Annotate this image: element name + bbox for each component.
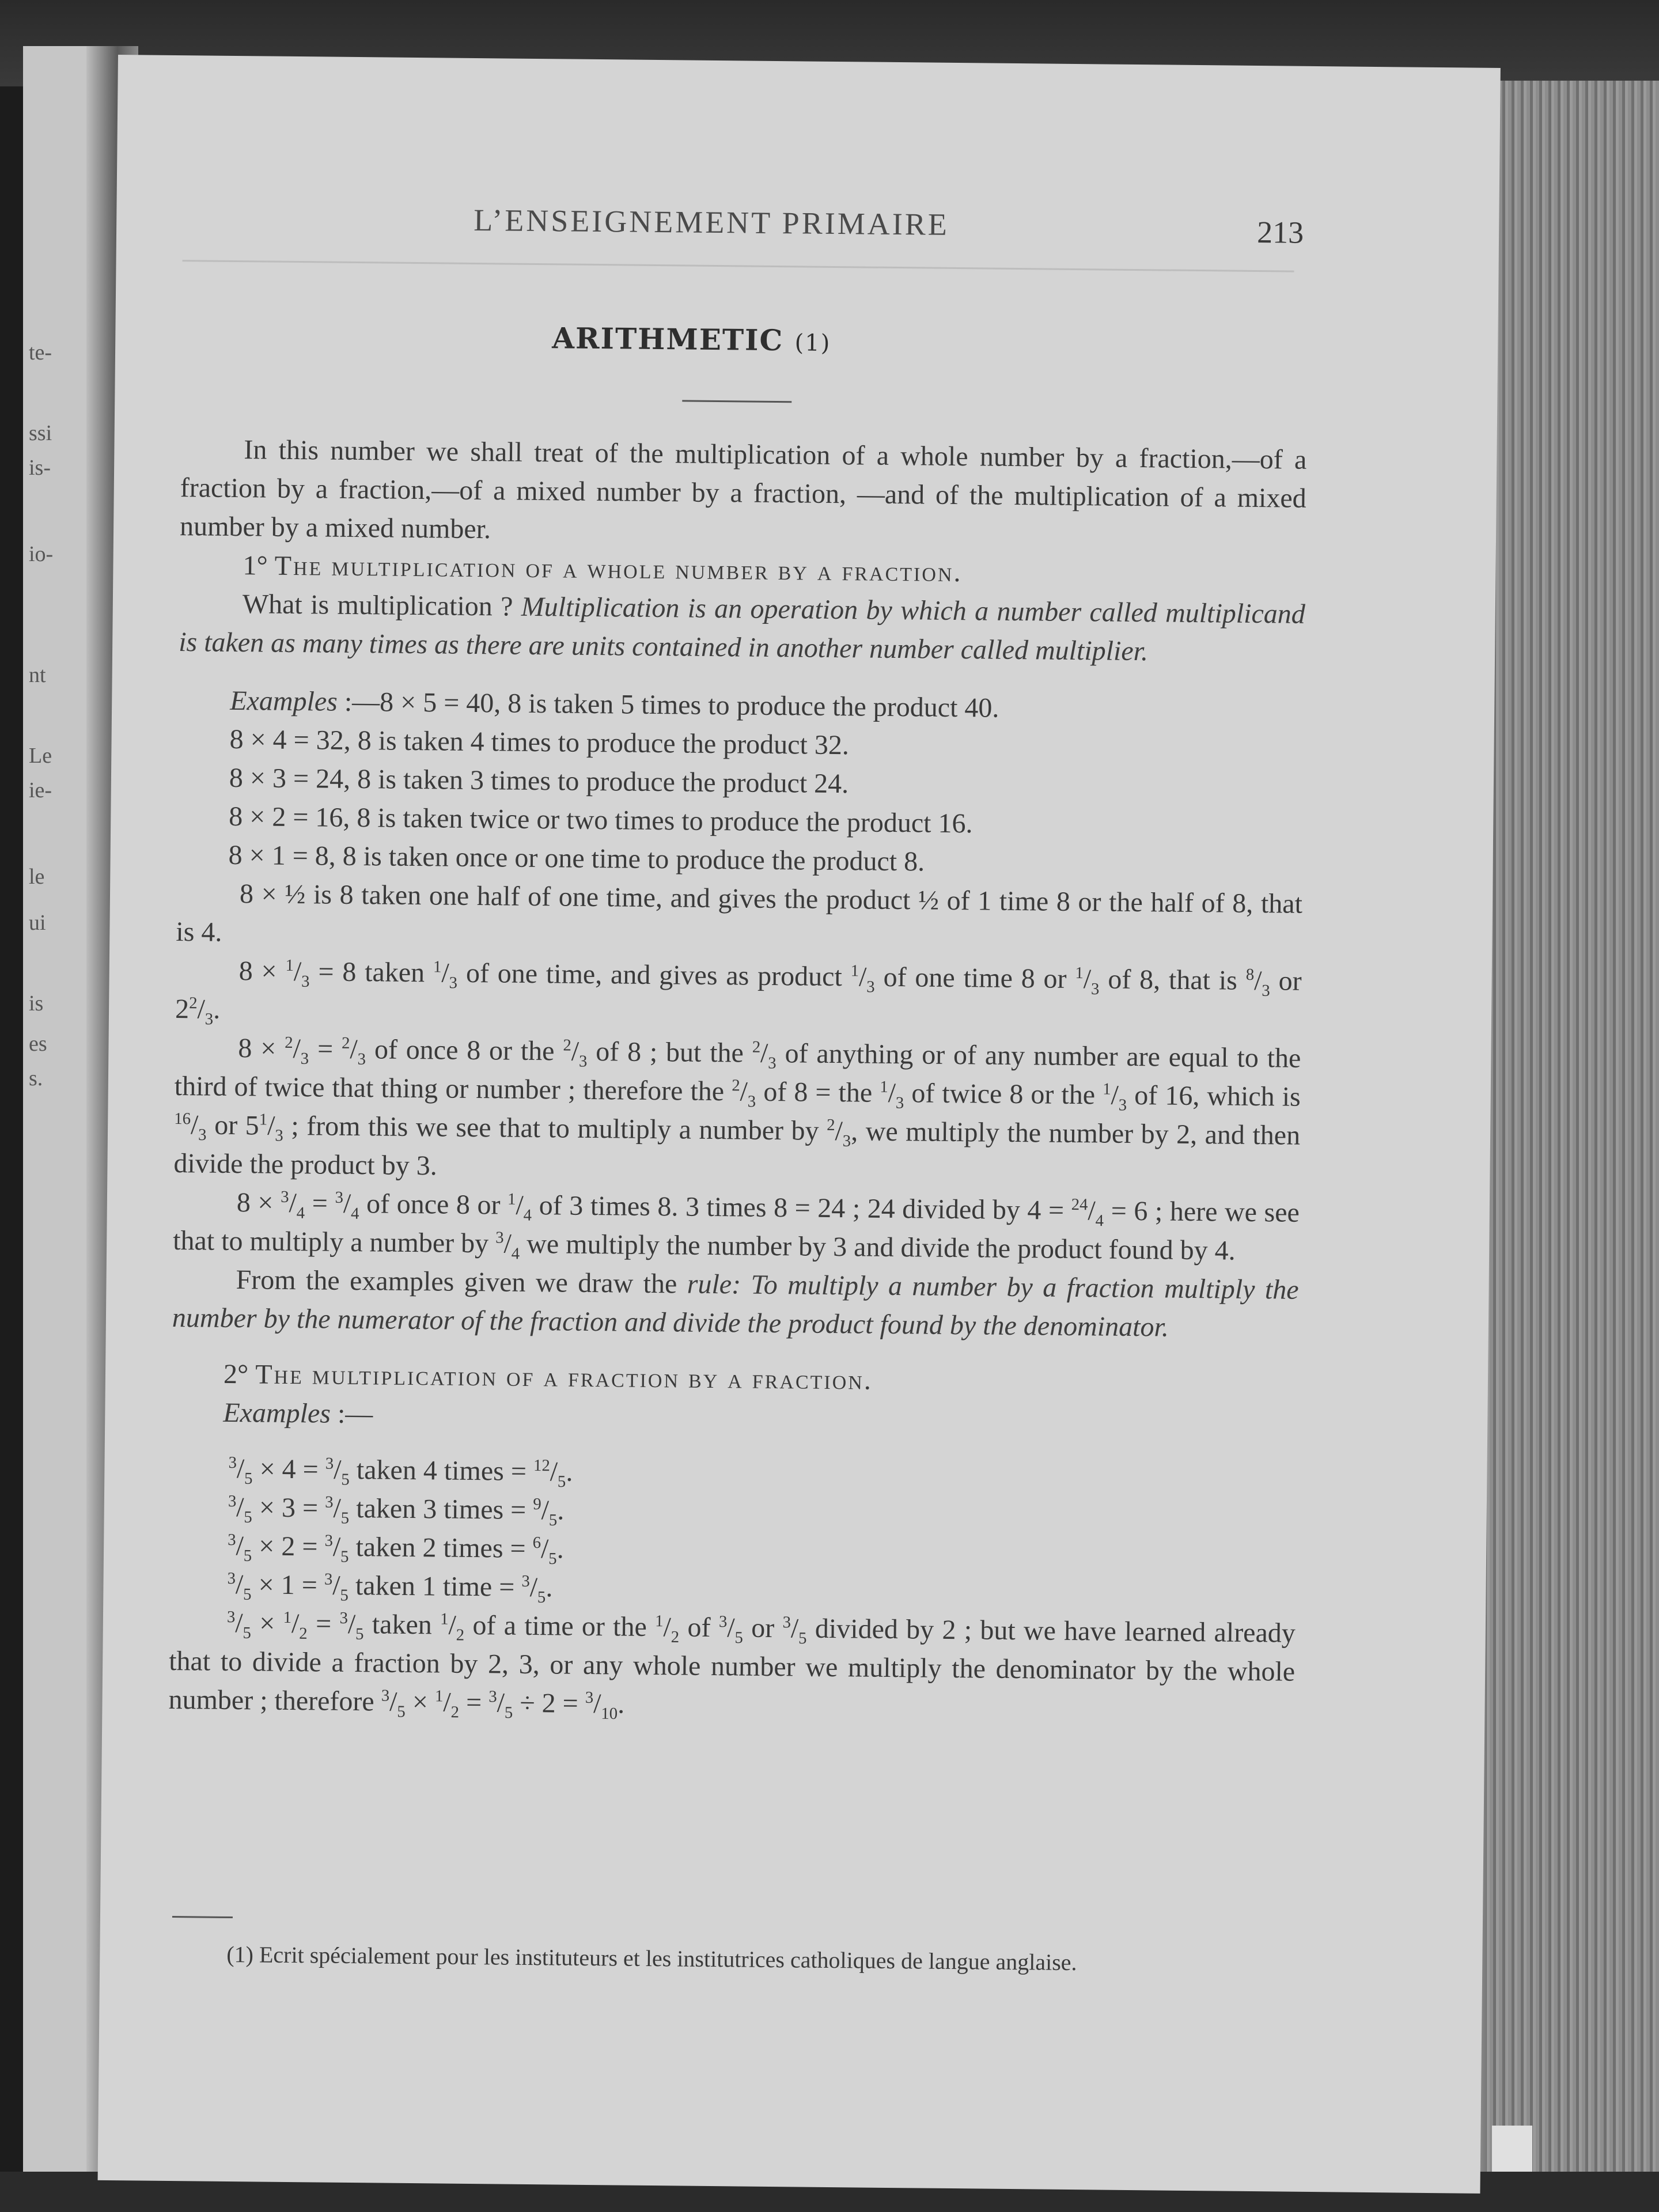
fraction: $^3/_5$ — [782, 1613, 807, 1648]
fraction: $^1/_2$ — [440, 1609, 465, 1645]
fraction-example-row: $^3/_5 \times 4 = ^3/_5$ taken 4 times = $^{12}/_5$. — [228, 1453, 573, 1491]
section-2-number: 2° — [223, 1358, 249, 1390]
fraction: $^3/_{10}$ — [585, 1688, 618, 1724]
fraction-example-row: $^3/_5 \times 2 = ^3/_5$ taken 2 times = $^6/_5$. — [228, 1530, 565, 1569]
example-three-quarters: $8 \times ^3/_4 = ^3/_4$ of once 8 or $^1/_4$ of 3 times 8. 3 times 8 = 24 ; 24 divided by $4 = ^{24}/_4 = 6$ ; here we see that to multiply a number by $^3/_4$ we multiply the number by 3 and divide the product found by 4. — [172, 1187, 1300, 1266]
page-edges — [1480, 81, 1659, 2212]
example-line-5: 8 × 1 = 8, 8 is taken once or one time to produce the product 8. — [228, 839, 925, 877]
definition-paragraph — [179, 584, 1305, 672]
section-1-title: The multiplication of a whole number by a fraction. — [274, 550, 963, 588]
fraction-multiplier: 3 — [281, 1492, 296, 1524]
fraction: $^3/_5$ — [226, 1607, 252, 1642]
example-half: 8 × ½ is 8 taken one half of one time, and gives the product ½ of 1 time 8 or the half of 8, that is 4. — [176, 878, 1303, 948]
definition-answer: Multiplication is an operation by which a number called multiplicand is taken as many times as there are units contained in another number called multiplier. — [178, 591, 1306, 667]
facing-page-fragment: is- — [29, 456, 51, 480]
fraction: $^3/_5$ — [339, 1608, 364, 1643]
fraction: $^1/_3$ — [880, 1077, 904, 1112]
fraction: $^1/_2$ — [283, 1608, 308, 1643]
examples-label: Examples — [229, 685, 338, 717]
article-title — [115, 317, 1267, 362]
example-line-4: 8 × 2 = 16, 8 is taken twice or two times to produce the product 16. — [229, 801, 973, 839]
fraction: $^2/_3$ — [732, 1076, 756, 1111]
fraction-result: $^9/_5$ — [533, 1495, 558, 1530]
fraction: $^1/_3$ — [259, 1110, 283, 1145]
fraction-example-row: $^3/_5 \times 1 = ^3/_5$ taken 1 time = $^3/_5$. — [227, 1569, 553, 1607]
example-fraction-half: $^3/_5 \times ^1/_2 = ^3/_5$ taken $^1/_2$ of a time or the $^1/_2$ of $^3/_5$ or $^3/_5$ divided by 2 ; but we have learned already that to divide a fraction by 2, 3, or any whole number we multiply the denominator by the whole number ; therefore $^3/_5 \times ^1/_2 = ^3/_5 \div 2 = ^3/_{10}$. — [168, 1607, 1296, 1724]
fraction: $^2/_3$ — [827, 1115, 851, 1150]
facing-page-fragment: nt — [29, 663, 46, 687]
facing-page-fragment: is — [29, 991, 44, 1016]
fraction: $^3/_5$ — [488, 1687, 513, 1722]
fraction: $^1/_3$ — [285, 956, 310, 991]
fraction: $^{24}/_4$ — [1071, 1195, 1104, 1230]
fraction: $^2/_3$ — [563, 1036, 588, 1071]
example-line-1: Examples :—8 × 5 = 40, 8 is taken 5 times to produce the product 40. — [229, 685, 999, 724]
example-line-3: 8 × 3 = 24, 8 is taken 3 times to produce the product 24. — [229, 762, 849, 800]
fraction-result: $^6/_5$ — [532, 1533, 557, 1569]
facing-page-fragment: te- — [29, 340, 52, 365]
fraction: $^2/_3$ — [752, 1037, 777, 1073]
example-third: $8 \times ^1/_3 = 8$ taken $^1/_3$ of one time, and gives as product $^1/_3$ of one time 8 or $^1/_3$ of 8, that is $^8/_3$ or $2^2/_3$. — [175, 956, 1302, 1029]
facing-page-fragment: io- — [29, 542, 54, 566]
rule-paragraph: From the examples given we draw the rule: To multiply a number by a fraction multiply the number by the numerator of the fraction and divide the product found by the denominator. — [172, 1264, 1299, 1343]
facing-page-fragment: Le — [29, 744, 52, 768]
fraction: $^1/_3$ — [1075, 964, 1100, 999]
title-rule — [682, 400, 791, 403]
fraction: $^8/_3$ — [1245, 965, 1270, 1000]
fraction: $^3/_5$ — [381, 1686, 406, 1721]
facing-page-fragment: le — [29, 865, 45, 889]
fraction: $^1/_4$ — [507, 1190, 532, 1225]
fraction-operand: $^3/_5$ — [227, 1569, 252, 1604]
facing-page-fragment: ui — [29, 911, 46, 935]
facing-page-fragment: ssi — [29, 421, 52, 445]
rule-word: rule — [687, 1268, 732, 1300]
book-page — [98, 55, 1501, 2194]
fraction-multiplier: 2 — [281, 1531, 296, 1562]
fraction: $^2/_3$ — [189, 994, 214, 1029]
example-two-thirds: $8 \times ^2/_3 = ^2/_3$ of once 8 or the $^2/_3$ of 8 ; but the $^2/_3$ of anything or of any number are equal to the third of twice that thing or number ; therefore the $^2/_3$ of 8 = the $^1/_3$ of twice 8 or the $^1/_3$ of 16, which is $^{16}/_3$ or $5^1/_3$ ; from this we see that to multiply a number by $^2/_3$, we multiply the number by 2, and then divide the product by 3. — [173, 1033, 1301, 1181]
fraction: $^2/_3$ — [341, 1033, 366, 1069]
footnote-rule — [172, 1916, 233, 1918]
fraction: $^1/_3$ — [433, 957, 458, 993]
facing-page-fragment: s. — [29, 1066, 43, 1090]
fraction-multiplier: 1 — [281, 1569, 296, 1601]
fraction-operand: $^3/_5$ — [228, 1453, 253, 1488]
section-2-examples-label: Examples :— — [223, 1397, 373, 1430]
fraction-operand: $^3/_5$ — [228, 1530, 252, 1565]
fraction: $^{16}/_3$ — [174, 1109, 207, 1145]
fraction-result: $^3/_5$ — [521, 1571, 546, 1607]
fraction: $^1/_3$ — [850, 961, 875, 997]
fraction-operand: $^3/_5$ — [228, 1491, 252, 1527]
fraction: $^3/_4$ — [335, 1188, 359, 1223]
whole-number-examples — [176, 681, 1304, 885]
running-head: L’ENSEIGNEMENT PRIMAIRE — [473, 202, 950, 242]
facing-page-fragment: ie- — [29, 778, 52, 802]
fraction-example-row: $^3/_5 \times 3 = ^3/_5$ taken 3 times = $^9/_5$. — [228, 1491, 565, 1530]
title-footnote-marker: (1) — [794, 329, 831, 357]
section-2-title: The multiplication of a fraction by a fraction. — [255, 1359, 873, 1396]
intro-paragraph: In this number we shall treat of the multiplication of a whole number by a fraction,—of a fraction by a fraction,—of a mixed number by a fraction, —and of the multiplication of a mixed number by a mixed number. — [179, 434, 1307, 545]
footnote: (1) Ecrit spécialement pour les instituteurs et les institutrices catholiques de langue anglaise. — [226, 1941, 1077, 1976]
example-line-2: 8 × 4 = 32, 8 is taken 4 times to produce the product 32. — [229, 724, 850, 761]
fraction: $^3/_4$ — [281, 1187, 305, 1222]
fraction: $^3/_5$ — [718, 1612, 743, 1647]
rule-text: : To multiply a number by a fraction multiply the number by the numerator of the fraction and divide the product found by the denominator. — [172, 1269, 1299, 1343]
title-text: ARITHMETIC — [551, 321, 784, 358]
fraction: $^2/_3$ — [285, 1033, 309, 1068]
fraction-examples — [169, 1449, 1297, 1614]
fraction: $^1/_2$ — [655, 1612, 680, 1647]
page-number: 213 — [1256, 214, 1304, 250]
fraction: $^1/_2$ — [434, 1687, 460, 1722]
definition-question: What is multiplication ? — [242, 589, 513, 622]
facing-page-fragment: es — [29, 1032, 47, 1056]
section-1-number: 1° — [243, 550, 268, 581]
fraction-result: $^{12}/_5$ — [533, 1456, 566, 1491]
fraction: $^3/_4$ — [495, 1228, 520, 1263]
article-body — [168, 430, 1306, 1730]
fraction: $^1/_3$ — [1103, 1080, 1127, 1115]
fraction-multiplier: 4 — [282, 1453, 296, 1485]
header-rule — [183, 260, 1294, 272]
